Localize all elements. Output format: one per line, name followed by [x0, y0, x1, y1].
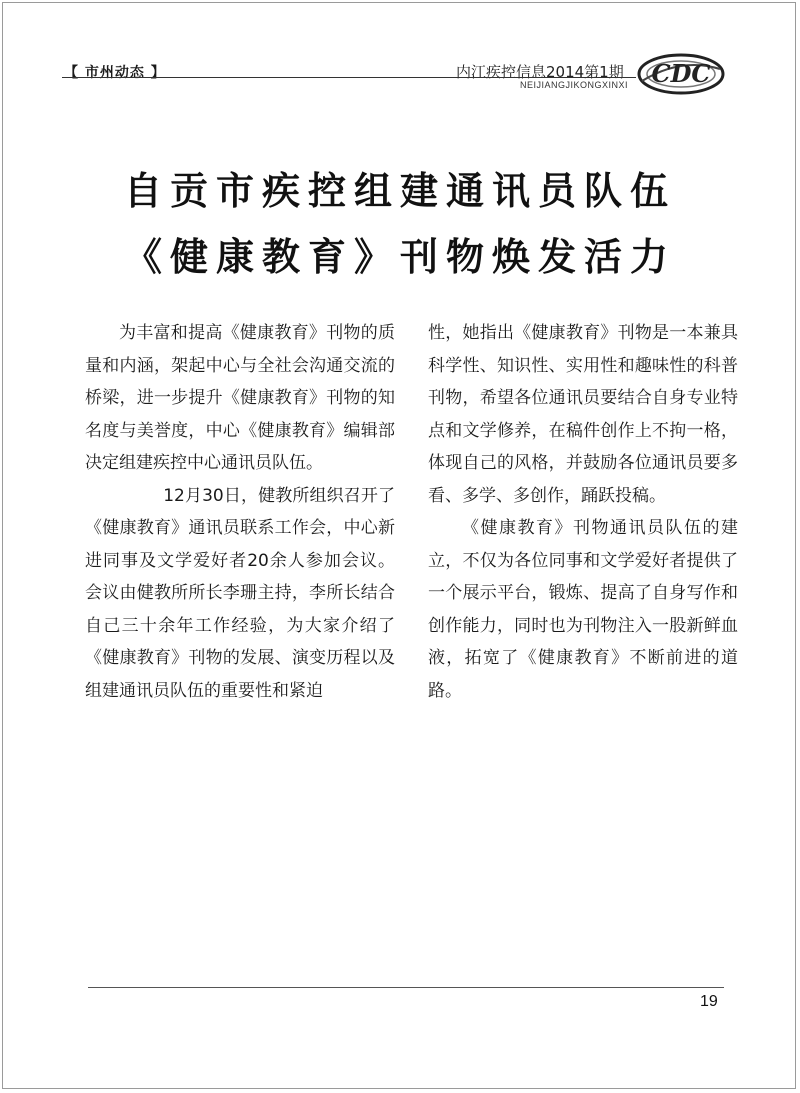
article-column-left — [85, 317, 395, 707]
publication-pinyin: NEIJIANGJIKONGXINXI — [520, 80, 629, 90]
header-divider — [62, 77, 636, 78]
headline-line-2: 《健康教育》刊物焕发活力 — [123, 234, 676, 279]
article-column-right — [428, 317, 738, 707]
logo-text: CDC — [651, 59, 711, 88]
headline-line-1: 自贡市疾控组建通讯员队伍 — [123, 168, 676, 213]
section-tag: 【 市州动态 】 — [64, 65, 166, 81]
cdc-logo-icon — [636, 51, 726, 97]
paragraph-1: 为丰富和提高《健康教育》刊物的质量和内涵，架起中心与全社会沟通交流的桥梁，进一步提升《健康教育》刊物的知名度与美誉度，中心《健康教育》编辑部决定组建疾控中心通讯员队伍。 — [85, 323, 395, 473]
paragraph-3: 《健康教育》刊物通讯员队伍的建立，不仅为各位同事和文学爱好者提供了一个展示平台，锻炼、提高了自身写作和创作能力，同时也为刊物注入一股新鲜血液，拓宽了《健康教育》不断前进的道路。 — [428, 518, 738, 701]
page-number: 19 — [700, 993, 718, 1010]
publication-title: 内江疾控信息2014第1期 — [456, 63, 624, 81]
paragraph-2: 12月30日，健教所组织召开了《健康教育》通讯员联系工作会，中心新进同事及文学爱好者20余人参加会议。会议由健教所所长李珊主持，李所长结合自己三十余年工作经验，为大家介绍了《健康教育》刊物的发展、演变历程以及组建通讯员队伍的重要性和紧迫 — [85, 485, 395, 701]
footer-divider — [88, 987, 724, 988]
paragraph-2-continued: 性，她指出《健康教育》刊物是一本兼具科学性、知识性、实用性和趣味性的科普刊物，希望各位通讯员要结合自身专业特点和文学修养，在稿件创作上不拘一格，体现自己的风格，并鼓励各位通讯员要多看、多学、多创作，踊跃投稿。 — [428, 323, 738, 506]
